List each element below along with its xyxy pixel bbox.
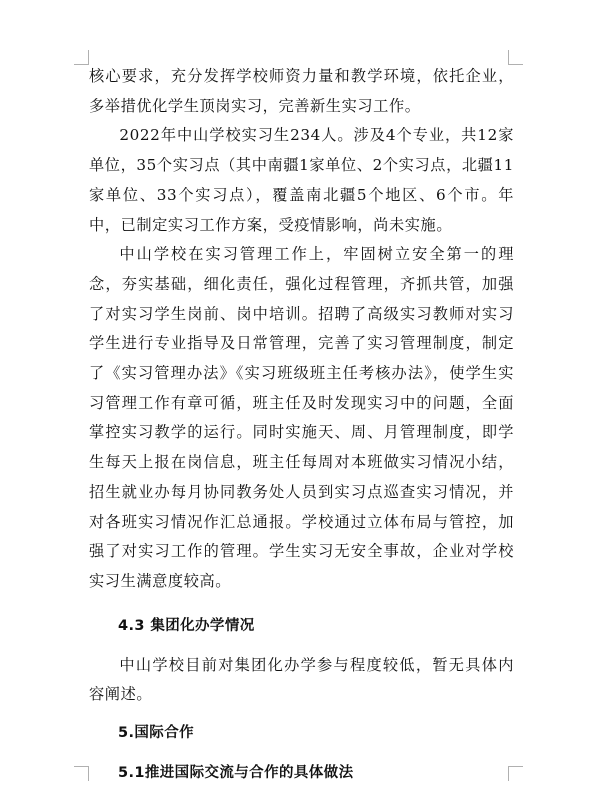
- section-heading-5-1: 5.1推进国际交流与合作的具体做法: [118, 765, 354, 782]
- paragraph-intern-management: 中山学校在实习管理工作上，牢固树立安全第一的理念，夯实基础，细化责任，强化过程管理，齐抓共管，加强了对实习学生岗前、岗中培训。招聘了高级实习教师对实习学生进行专业指导及日常管理，完善了实习管理制度，制定了《实习管理办法》《实习班级班主任考核办法》，使学生实习管理工作有章可循，班主任及时发现实习中的问题，全面掌控实习教学的运行。同时实施天、周、月管理制度，即学生每天上报在岗信息，班主任每周对本班做实习情况小结，招生就业办每月协同教务处人员到实习点巡查实习情况，并对各班实习情况作汇总通报。学校通过立体布局与管控，加强了对实习工作的管理。学生实习无安全事故，企业对学校实习生满意度较高。: [89, 245, 514, 590]
- page-corner-mark-top-left: [74, 50, 89, 65]
- paragraph-intern-stats: 2022年中山学校实习生234人。涉及4个专业，共12家单位，35个实习点（其中南疆1家单位、2个实习点，北疆11家单位、33个实习点），覆盖南北疆5个地区、6个市。年中，已制定实习工作方案，受疫情影响，尚未实施。: [89, 126, 514, 234]
- paragraph-group-school: 中山学校目前对集团化办学参与程度较低，暂无具体内容阐述。: [89, 655, 514, 704]
- paragraph-continuation: 核心要求，充分发挥学校师资力量和教学环境，依托企业，多举措优化学生顶岗实习，完善新生实习工作。: [89, 67, 514, 115]
- section-heading-5: 5.国际合作: [118, 725, 194, 742]
- document-body: [89, 62, 514, 787]
- section-heading-4-3: 4.3 集团化办学情况: [118, 617, 255, 634]
- page-corner-mark-bottom-left: [74, 766, 89, 781]
